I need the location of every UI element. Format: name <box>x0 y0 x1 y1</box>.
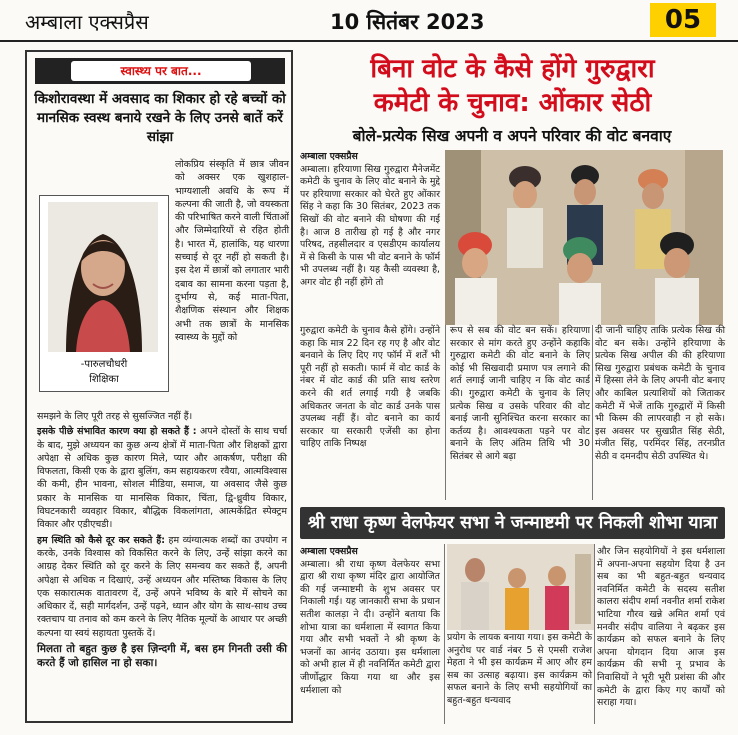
left-headline: किशोरावस्था में अवसाद का शिकार हो रहे बच्चों को मानसिक स्वस्थ बनाये रखने के लिए उनसे बातें करें सांझा <box>34 91 286 145</box>
subheading-causes: इसके पीछे संभावित कारण क्या हो सकते हैं : <box>37 426 197 438</box>
kicker-band <box>35 58 285 84</box>
story1-col3: दी जानी चाहिए ताकि प्रत्येक सिख की वोट बन सके। उन्होंने हरियाणा के प्रत्येक सिख अपील की की हरियाणा सिख गुरुद्वारा प्रबंधक कमेटी के चुनाव में हिस्सा लेने के लिए अपनी वोट बनाए और काबिल प्रत्याशियों को जिताकर कमेटी में भेजें ताकि गुरुद्वारों में किसी भी किस्म की लापरवाही न हो सके। इस अवसर पर सुखप्रीत सिंह सेठी, मंजीत सिंह, परमिंदर सिंह, तरनप्रीत सेठी व दमनदीप सेठी उपस्थित थे। <box>595 325 725 462</box>
story1-col2: रूप से सब की वोट बन सकें। हरियाणा सरकार से मांग करते हुए उन्होंने कहाकि गुरुद्वारा कमेटी की वोट बनाने के लिए कोई भी सिखवादी प्रमाण पत्र लगाने की शर्त लगाई जानी चाहिए न कि वोट कार्ड की। गुरुद्वारा कमेटी के चुनाव के लिए प्रत्येक सिख व उसके परिवार की वोट बनाई जानी सुनिश्चित करना सरकार का कर्तव्य है। आवश्यकता पड़ने पर वोट बनाने के लिए अंतिम तिथि भी 30 सितंबर से आगे बढ़ा <box>450 325 590 462</box>
closing-quote: मिलता तो बहुत कुछ है इस ज़िन्दगी में, बस हम गिनती उसी की करते हैं जो हासिल ना हो सका। <box>37 643 287 670</box>
story1-dateline: अम्बाला एक्सप्रैस <box>300 151 358 162</box>
column-rule <box>592 325 593 500</box>
author-portrait-icon <box>48 202 158 352</box>
page-number: 05 <box>650 3 716 37</box>
story2-col3: और जिन सहयोगियों ने इस धर्मशाला में अपना-अपना सहयोग दिया है उन सब का भी बहुत-बहुत धन्यवाद नवनिर्मित कमेटी के सदस्य सतीश कालरा संदीप शर्मा नवनीत शर्मा राकेश भाटिया गौरव खन्ने अमित शर्मा एवं मनवीर संदीप वालिया ने बढ़कर इस कार्यक्रम को सफल बनाने के लिए अपना योगदान दिया आज इस कार्यक्रम की सभी नू प्रभाव के निवासियों ने भूरी भूरी प्रशंसा की और कमेटी के द्वारा किए गए कार्यों को सराहा गया। <box>597 546 725 709</box>
kicker-label: स्वास्थ्य पर बात... <box>71 61 251 81</box>
story1-col1-bottom: गुरुद्वारा कमेटी के चुनाव कैसे होंगे। उन्होंने कहा कि मात्र 22 दिन रह गए है और वोट बनवाने के लिए दिए गए फॉर्म में शर्तें भी पूरी नहीं हो सकती। फार्म में वोट कार्ड के नंबर में वोट कार्ड की प्रति साथ स्तरेण करने की शर्त लगाई गयी है जबकि अधिकतर जनता के वोट कार्ड उनके पास उपलब्ध नहीं हैं। वोट बनाने का कार्य सरकार या सरकारी एजेंसी का होना चाहिए ताकि निष्पक्ष <box>300 325 440 450</box>
story1-col1-top-text: अम्बाला। हरियाणा सिख गुरुद्वारा मैनेजमेंट कमेटी के चुनाव के लिए वोट बनाने के मुद्दे पर हरियाणा सरकार को घेरते हुए ओंकार सिंह ने कहा कि 30 सितंबर, 2023 तक सिखों की वोट बनाने की घोषणा की गई है। आज 8 तारीख हो गई है और नगर परिषद, तहसीलदार व एसडीएम कार्यालय में से किसी के पास भी वोट बनाने के फॉर्म भी उपलब्ध नहीं है। यह कैसी व्यवस्था है, अगर वोट ही नहीं होंगे तो <box>300 163 440 288</box>
procession-photo-icon <box>447 544 595 630</box>
health-column <box>25 50 293 723</box>
story1-headline <box>310 52 715 120</box>
story1-deck: बोले-प्रत्येक सिख अपनी व अपने परिवार की वोट बनवाए <box>352 127 672 145</box>
group-photo-icon <box>445 150 723 325</box>
left-body <box>37 410 287 672</box>
subheading-solutions: हम स्थिति को कैसे दूर कर सकते हैं: <box>37 534 165 546</box>
column-rule <box>445 325 446 500</box>
left-para-1 <box>37 425 287 531</box>
author-name: -पारुलचौधरी <box>80 359 128 370</box>
story1-headline-line2: कमेटी के चुनाव: ओंकार सेठी <box>373 88 652 118</box>
left-intro <box>175 158 289 346</box>
left-intro-text: लोकप्रिय संस्कृति में छात्र जीवन को अक्सर एक खुशहाल-भाग्यशाली अवधि के रूप में कल्पना की जाती है, जो वयस्कता की परिभाषित करने वाली चिंताओं और जिम्मेदारियों से रहित होती है। भारत में, हालांकि, यह धारणा सच्चाई से दूर नहीं हो सकती है। इस देश में छात्रों को लगातार भारी दबाव का सामना करना पड़ता है, दुर्भाग्य से, कई माता-पिता, शैक्षणिक संस्थान और शिक्षक अभी तक छात्रों के मानसिक स्वास्थ्य के मुद्दों को <box>175 159 289 343</box>
story2-col2: प्रयोग के लायक बनाया गया। इस कमेटी के अनुरोध पर वार्ड नंबर 5 से एमसी राजेश मेहता ने भी इस कार्यक्रम में आए और हम सब का उत्साह बढ़ाया। इस कार्यक्रम को सफल बनाने के लिए सभी सहयोगियों का बहुत-बहुत धन्यवाद <box>447 632 592 706</box>
para-solutions: हम व्यंग्यात्मक शब्दों का उपयोग न करके, उनके विश्वास को विकसित करने के लिए, उन्हें सांझा करने का आग्रह देकर स्थिति को दूर करने के लिए समन्वय कर सकते हैं, अपनी अपेक्षा से अधिक न दिखाएं, उन्हें अध्ययन और मस्तिष्क विकास के लिए एक सकारात्मक वातावरण दें, उन्हें अपने भविष्य के बारे में सोचने का अधिकार दें, सही मार्गदर्शन, उन्हें पढ़ने, ध्यान और योग के साथ-साथ उच्च रक्तचाप या तनाव को कम करने के लिए नैतिक मूल्यों के आधार पर अच्छी कल्पना या स्वयं सहायता पुस्तकें दें। <box>37 534 287 639</box>
story2-col1-text: अम्बाला। श्री राधा कृष्ण वेलफेयर सभा द्वारा श्री राधा कृष्ण मंदिर द्वारा आयोजित की गई जन्माष्टमी के शुभ अवसर पर निकाली गई। यह जानकारी सभा के प्रधान सतीश कालड़ा ने दी। उन्होंने बताया कि शोभा यात्रा का धर्मशाला में स्वागत किया गया और सभी भक्तों ने श्री कृष्ण के भजनों का आनंद उठाया। इस धर्मशाला को अभी हाल में ही नवनिर्मित कमेटी द्वारा जीर्णोद्धार किया गया था और इस धर्मशाला को <box>300 558 440 696</box>
story1-col1-top <box>300 151 440 290</box>
issue-date: 10 सितंबर 2023 <box>330 10 485 34</box>
story1-headline-line1: बिना वोट के कैसे होंगे गुरुद्वारा <box>370 54 655 84</box>
story2-headline: श्री राधा कृष्ण वेलफेयर सभा ने जन्माष्टमी पर निकली शोभा यात्रा <box>300 507 725 539</box>
story2-dateline: अम्बाला एक्सप्रैस <box>300 546 358 557</box>
left-intro-cont: समझने के लिए पूरी तरह से सुसज्जित नहीं हैं। <box>37 411 193 422</box>
para-causes: अपने दोस्तों के साथ चर्चा के बाद, मुझे अध्ययन का कुछ अन्य क्षेत्रों में माता-पिता और शिक्षकों द्वारा अपेक्षा से अधिक कुछ कारण मिले, प्यार और आकर्षण, परीक्षा की विफलता, किसी एक के द्वारा बुलिंग, कम सहायकरण रवैया, आत्मविश्वास की कमी, हीन भावना, सोशल मीडिया, समाज, या अवसाद जैसे कुछ प्रकार के मानसिक या मानसिक विकार, चिंता, द्वि-ध्रुवीय विकार, विघटनकारी व्यवहार विकार, बौद्धिक विकलांगता, आत्मकेंद्रित स्पेक्ट्रम विकार और एडीएचडी। <box>37 426 287 531</box>
column-rule <box>594 544 595 724</box>
left-para-2 <box>37 534 287 640</box>
column-rule <box>444 544 445 724</box>
story2-col1 <box>300 546 440 697</box>
paper-name: अम्बाला एक्सप्रैस <box>25 10 149 34</box>
author-photo-box <box>39 195 169 392</box>
author-role: शिक्षिका <box>89 374 119 385</box>
masthead <box>0 0 738 42</box>
